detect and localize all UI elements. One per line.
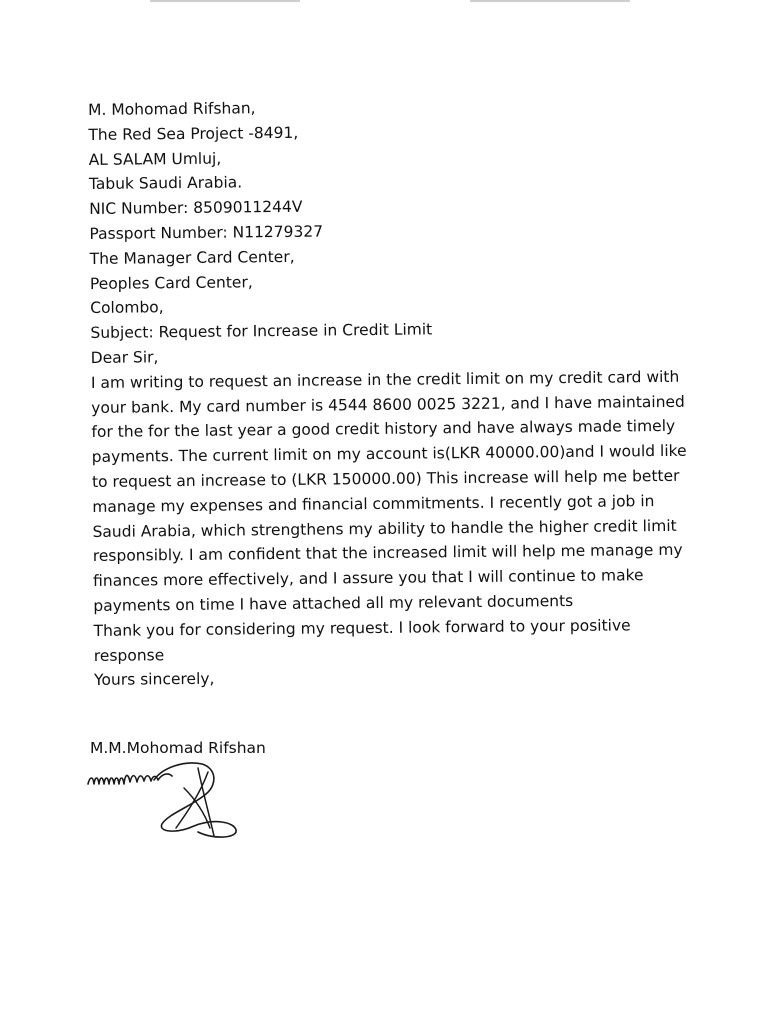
closing-line: Thank you for considering my request. I look forward to your positive (93, 616, 631, 640)
body-line: finances more effectively, and I assure you that I will continue to make (92, 566, 644, 591)
scan-edge-mark (470, 0, 630, 2)
body-line: for the for the last year a good credit history and have always made timely (91, 417, 676, 442)
body-line: your bank. My card number is 4544 8600 0025 3221, and I have maintained (91, 392, 685, 417)
closing-line: response (93, 645, 165, 665)
body-line: payments. The current limit on my account is(LKR 40000.00)and I would like (91, 441, 687, 467)
sender-name: M. Mohomad Rifshan, (88, 99, 256, 119)
body-line: manage my expenses and financial commitments. I recently got a job in (92, 491, 655, 516)
sender-passport: Passport Number: N11279327 (89, 222, 324, 243)
recipient-org: Peoples Card Center, (89, 272, 253, 293)
body-line: I am writing to request an increase in the credit limit on my credit card with (90, 367, 680, 392)
body-line: payments on time I have attached all my relevant documents (93, 591, 574, 615)
sender-address-line: The Red Sea Project -8491, (88, 123, 299, 144)
letter-text (88, 91, 734, 693)
body-line: responsibly. I am confident that the increased limit will help me manage my (92, 541, 683, 566)
recipient-title: The Manager Card Center, (89, 247, 295, 268)
body-line: to request an increase to (LKR 150000.00) This increase will help me better (91, 466, 680, 491)
sender-address-line: Tabuk Saudi Arabia. (88, 173, 243, 194)
handwritten-signature (84, 758, 254, 844)
salutation: Dear Sir, (90, 348, 159, 367)
recipient-city: Colombo, (90, 298, 164, 318)
signatory-name: M.M.Mohomad Rifshan (90, 739, 266, 757)
scan-edge-mark (150, 0, 300, 2)
sender-nic: NIC Number: 8509011244V (89, 197, 303, 219)
body-line: Saudi Arabia, which strengthens my ability to handle the higher credit limit (92, 516, 677, 541)
sender-address-line: AL SALAM Umluj, (88, 149, 222, 169)
subject-line: Subject: Request for Increase in Credit Limit (90, 320, 433, 343)
sign-off: Yours sincerely, (94, 670, 215, 690)
